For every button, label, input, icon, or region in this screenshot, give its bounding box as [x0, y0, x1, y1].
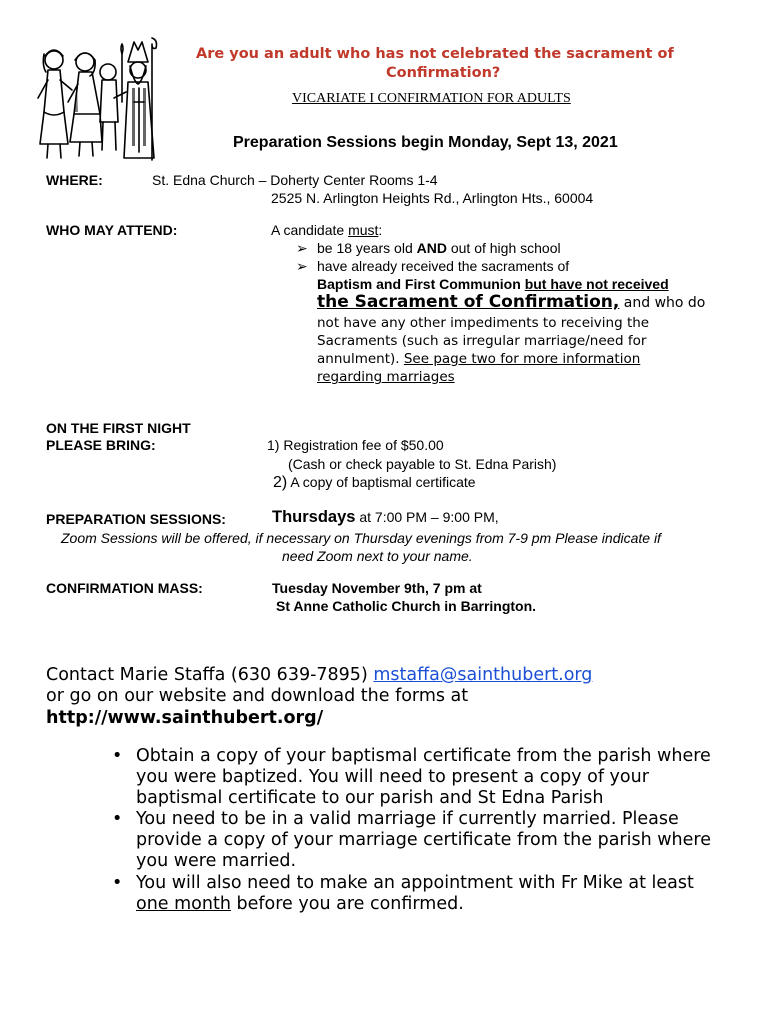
bullet2-line3: you were married.: [136, 851, 297, 871]
attend-bullet2: have already received the sacraments of: [317, 258, 570, 274]
header-subtitle: VICARIATE I CONFIRMATION FOR ADULTS: [292, 91, 571, 106]
bullet1-line3: baptismal certificate to our parish and St Edna Parish: [136, 788, 604, 808]
bullet-icon: •: [112, 746, 123, 766]
bullet2-line2: provide a copy of your marriage certificate from the parish where: [136, 830, 711, 850]
attend-bullet2-bold: [317, 276, 669, 292]
attend-line-b: Sacraments (such as irregular marriage/need for: [317, 333, 647, 349]
attend-intro-suffix: :: [378, 222, 383, 238]
website-link[interactable]: http://www.sainthubert.org/: [46, 708, 324, 728]
attend-line-c-pre: annulment).: [317, 351, 404, 367]
attend-sacrament-line: [317, 292, 705, 312]
arrow-bullet-icon: ➢: [296, 240, 308, 256]
sessions-zoom-line2: need Zoom next to your name.: [282, 548, 473, 564]
bullet3-line2-text: before you are confirmed.: [230, 894, 464, 914]
mass-line1: Tuesday November 9th, 7 pm at: [272, 580, 482, 596]
where-label: WHERE:: [46, 172, 103, 188]
bullet1-line2: you were baptized. You will need to present a copy of your: [136, 767, 649, 787]
bullet1-line1: Obtain a copy of your baptismal certificate from the parish where: [136, 746, 711, 766]
attend-label: WHO MAY ATTEND:: [46, 222, 178, 238]
attend-intro: [271, 222, 382, 238]
sessions-time-line: [272, 508, 499, 527]
bring-item2-num: 2): [273, 474, 288, 491]
sessions-day: Thursdays: [272, 508, 356, 526]
attend-bullet1-and: AND: [416, 240, 447, 256]
attend-line-a: not have any other impediments to receiving the: [317, 315, 650, 331]
attend-intro-prefix: A candidate: [271, 222, 349, 238]
bullet3-line1: You will also need to make an appointment with Fr Mike at least: [136, 873, 694, 893]
bring-item2-text: A copy of baptismal certificate: [287, 474, 476, 490]
bring-item1: 1) Registration fee of $50.00: [267, 437, 444, 453]
where-line1: St. Edna Church – Doherty Center Rooms 1-4: [152, 172, 438, 188]
marriage-info-link[interactable]: See page two for more information: [403, 351, 641, 367]
attend-sacrament-tail: and who do: [619, 295, 706, 311]
sessions-time: at 7:00 PM – 9:00 PM,: [355, 509, 499, 525]
contact-email-link[interactable]: mstaffa@sainthubert.org: [373, 665, 593, 685]
attend-line-c: [317, 351, 640, 367]
marriage-info-link-cont[interactable]: regarding marriages: [317, 369, 455, 385]
bullet2-line1: You need to be in a valid marriage if currently married. Please: [136, 809, 679, 829]
contact-line1: [46, 665, 592, 685]
contact-text: Contact Marie Staffa (630 639-7895): [46, 665, 374, 685]
mass-label: CONFIRMATION MASS:: [46, 580, 203, 596]
bullet-icon: •: [112, 873, 123, 893]
bring-item1-note: (Cash or check payable to St. Edna Parish): [288, 456, 557, 472]
attend-sacrament: the Sacrament of Confirmation,: [317, 292, 620, 312]
bullet-icon: •: [112, 809, 123, 829]
contact-line2: or go on our website and download the forms at: [46, 686, 469, 706]
sessions-label: PREPARATION SESSIONS:: [46, 511, 226, 527]
attend-bullet1: [317, 240, 561, 256]
bring-item2: [273, 474, 476, 492]
header-question-line1: Are you an adult who has not celebrated the sacrament of: [196, 46, 674, 62]
attend-bullet2-bold-underlined: but have not received: [524, 276, 669, 292]
attend-bullet1-post: out of high school: [446, 240, 561, 256]
arrow-bullet-icon: ➢: [296, 258, 308, 274]
bring-label-line2: PLEASE BRING:: [46, 437, 156, 453]
confirmation-illustration: [30, 32, 160, 162]
sessions-zoom-line1: Zoom Sessions will be offered, if necessary on Thursday evenings from 7-9 pm Please indicate if: [61, 530, 661, 546]
attend-intro-must: must: [348, 222, 379, 238]
header-question-line2: Confirmation?: [386, 65, 501, 81]
mass-line2: St Anne Catholic Church in Barrington.: [276, 598, 537, 614]
attend-bullet2-bold-text: Baptism and First Communion: [317, 276, 525, 292]
bring-label-line1: ON THE FIRST NIGHT: [46, 420, 191, 436]
bullet3-line2: [136, 894, 464, 914]
attend-bullet1-pre: be 18 years old: [317, 240, 417, 256]
bullet3-one-month: one month: [136, 894, 231, 914]
page-headline: Preparation Sessions begin Monday, Sept 13, 2021: [233, 134, 618, 151]
where-line2: 2525 N. Arlington Heights Rd., Arlington Hts., 60004: [271, 190, 594, 206]
